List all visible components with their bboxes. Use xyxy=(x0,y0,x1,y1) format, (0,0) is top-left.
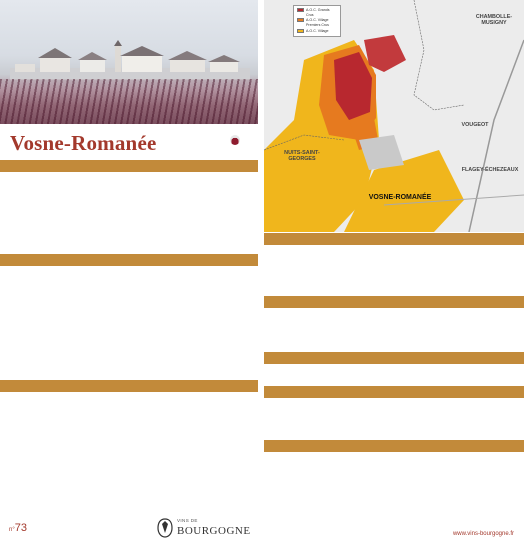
red-wine-icon xyxy=(230,135,240,145)
legend-label: A.O.C. Village Premiers Crus xyxy=(306,18,329,28)
vine-rows xyxy=(0,79,258,124)
page-title: Vosne-Romanée xyxy=(10,131,157,155)
sommelier-heading xyxy=(0,380,258,392)
legend-item-grand-cru xyxy=(297,8,337,17)
website-link[interactable]: www.vins-bourgogne.fr xyxy=(452,531,514,537)
terroirs-heading xyxy=(264,296,524,308)
appellation-heading xyxy=(0,160,258,172)
legend-item-premier-cru xyxy=(297,18,337,27)
vineyard-photo xyxy=(0,0,258,124)
bourgogne-logo xyxy=(157,516,257,542)
situation-heading xyxy=(264,233,524,245)
map-label-vougeot: VOUGEOT xyxy=(461,122,489,128)
legend-swatch xyxy=(297,18,304,22)
caracteres-heading xyxy=(0,254,258,266)
legend-item-village xyxy=(297,29,337,34)
map-legend xyxy=(293,5,341,37)
page-number-value: 73 xyxy=(14,522,27,534)
legend-swatch xyxy=(297,29,304,33)
climats-heading xyxy=(264,440,524,452)
couleurs-heading xyxy=(264,352,524,364)
climats-text xyxy=(270,457,520,459)
map-label-nuits: NUITS-SAINT-GEORGES xyxy=(284,150,320,163)
map-label-vosne: VOSNE-ROMANÉE xyxy=(368,194,432,201)
legend-swatch xyxy=(297,8,304,12)
production-heading xyxy=(264,386,524,398)
bourgogne-logo-icon xyxy=(157,518,173,538)
page-number-prefix: n° xyxy=(9,527,15,533)
logo-big-text: BOURGOGNE xyxy=(177,525,251,537)
map-label-chambolle: CHAMBOLLE-MUSIGNY xyxy=(475,14,513,27)
legend-label: A.O.C. Village xyxy=(306,28,329,33)
village-illustration xyxy=(10,40,250,80)
page-number xyxy=(9,521,27,536)
legend-label: A.O.C. Grands Crus xyxy=(306,8,330,17)
map-label-flagey: FLAGEY-ÉCHEZEAUX xyxy=(461,167,519,173)
logo-small-text: VINS DE xyxy=(177,518,198,523)
